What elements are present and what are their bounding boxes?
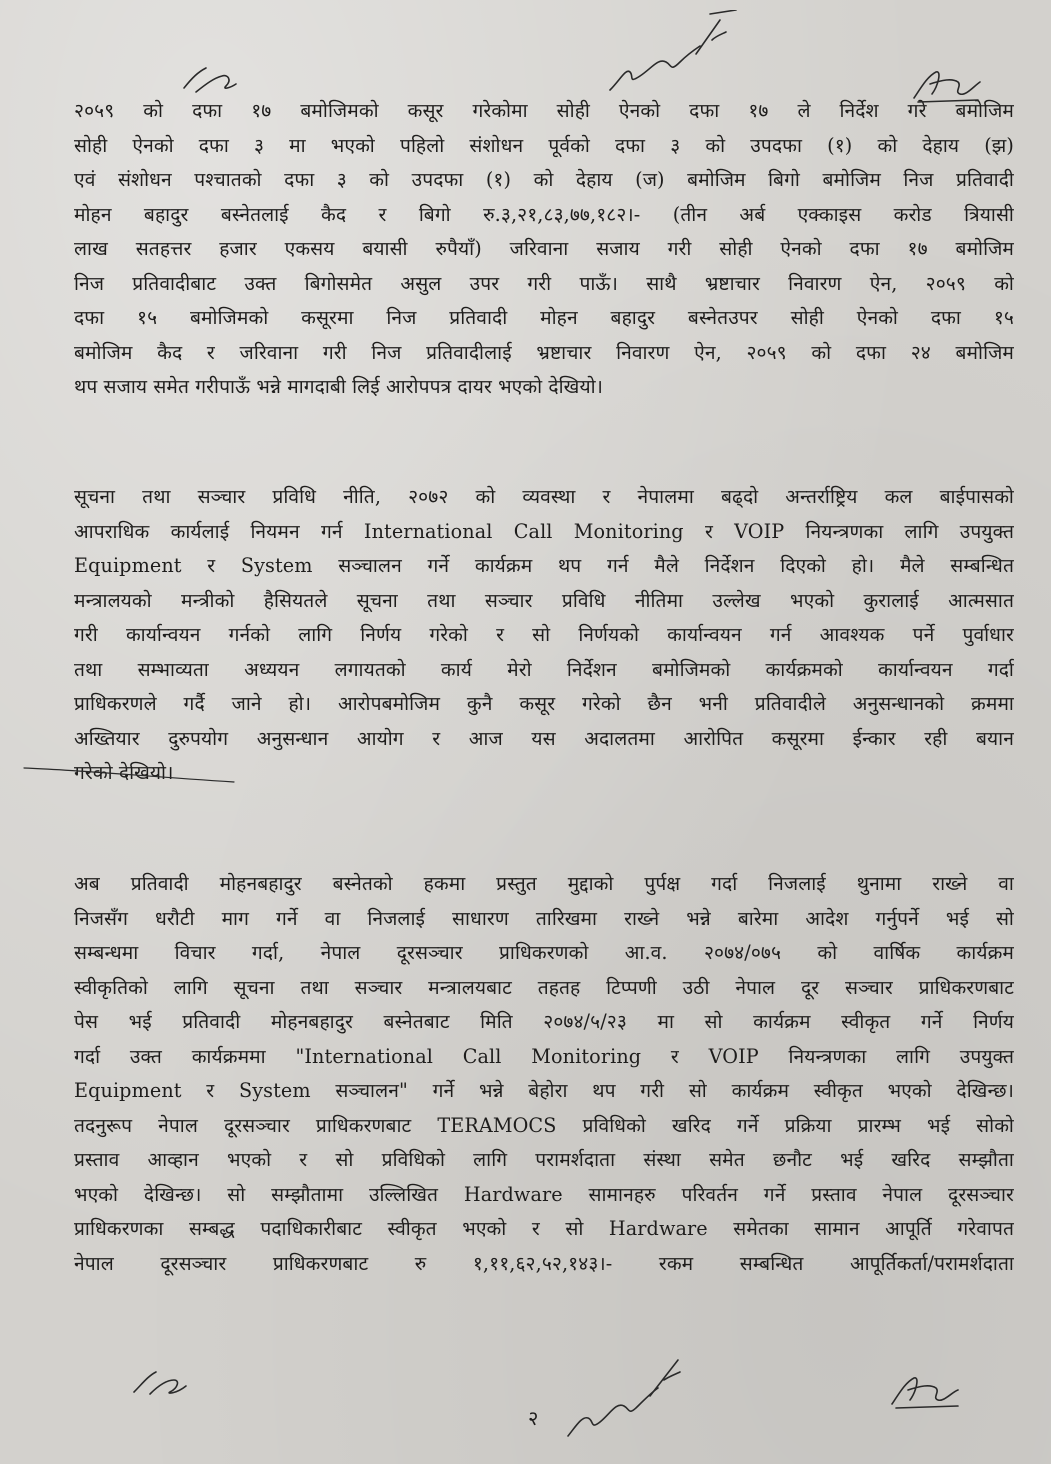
paragraph-line: अब प्रतिवादी मोहनबहादुर बस्नेतको हकमा प्रस्तुत मुद्दाको पुर्पक्ष गर्दा निजलाई थुनामा राख्ने वा — [74, 872, 1014, 895]
paragraph-line: आपराधिक कार्यलाई नियमन गर्न International Call Monitoring र VOIP नियन्त्रणका लागि उपयुक्त — [74, 519, 1014, 543]
paragraph-line: एवं संशोधन पश्चातको दफा ३ को उपदफा (१) को देहाय (ज) बमोजिम बिगो बमोजिम निज प्रतिवादी — [74, 168, 1014, 191]
signature-top-center — [600, 10, 740, 100]
paragraph-line: लाख सतहत्तर हजार एकसय बयासी रुपैयाँ) जरिवाना सजाय गरी सोही ऐनको दफा १७ बमोजिम — [74, 237, 1014, 260]
paragraph-line: स्वीकृतिको लागि सूचना तथा सञ्चार मन्त्रालयबाट तहतह टिप्पणी उठी नेपाल दूर सञ्चार प्राधिकरणबाट — [74, 975, 1014, 999]
paragraph-line: Equipment र System सञ्चालन गर्ने कार्यक्रम थप गर्न मैले निर्देशन दिएको हो। मैले सम्बन्धित — [74, 554, 1014, 577]
paragraph-line: पेस भई प्रतिवादी मोहनबहादुर बस्नेतबाट मिति २०७४/५/२३ मा सो कार्यक्रम स्वीकृत गर्ने निर्णय — [74, 1010, 1014, 1033]
paragraph-line: प्राधिकरणका सम्बद्ध पदाधिकारीबाट स्वीकृत भएको र सो Hardware समेतका सामान आपूर्ति गरेवापत — [74, 1217, 1014, 1240]
paragraph-line: सम्बन्धमा विचार गर्दा, नेपाल दूरसञ्चार प्राधिकरणको आ.व. २०७४/०७५ को वार्षिक कार्यक्रम — [74, 941, 1014, 964]
paragraph-line: थप सजाय समेत गरीपाऊँ भन्ने मागदाबी लिई आरोपपत्र दायर भएको देखियो। — [74, 375, 604, 398]
paragraph-1 — [74, 94, 1014, 405]
signature-initials-bottom-left — [124, 1358, 204, 1402]
signature-bottom-center — [560, 1346, 690, 1446]
paragraph-line: प्राधिकरणले गर्दै जाने हो। आरोपबमोजिम कुनै कसूर गरेको छैन भनी प्रतिवादीले अनुसन्धानको क्रममा — [74, 692, 1014, 715]
paragraph-line: अख्तियार दुरुपयोग अनुसन्धान आयोग र आज यस अदालतमा आरोपित कसूरमा ईन्कार रही बयान — [74, 726, 1014, 750]
paragraph-line: नेपाल दूरसञ्चार प्राधिकरणबाट रु १,११,६२,५२,१४३।- रकम सम्बन्धित आपूर्तिकर्ता/परामर्शदाता — [74, 1251, 1014, 1275]
paragraph-line: सोही ऐनको दफा ३ मा भएको पहिलो संशोधन पूर्वको दफा ३ को उपदफा (१) को देहाय (झ) — [74, 133, 1014, 157]
paragraph-line: सूचना तथा सञ्चार प्रविधि नीति, २०७२ को व्यवस्था र नेपालमा बढ्दो अन्तर्राष्ट्रिय कल बाईपासको — [74, 485, 1014, 508]
paragraph-2 — [74, 480, 1014, 791]
paragraph-line: निज प्रतिवादीबाट उक्त बिगोसमेत असुल उपर गरी पाऊँ। साथै भ्रष्टाचार निवारण ऐन, २०५९ को — [74, 271, 1014, 295]
paragraph-line: दफा १५ बमोजिमको कसूरमा निज प्रतिवादी मोहन बहादुर बस्नेतउपर सोही ऐनको दफा १५ — [74, 306, 1014, 329]
paragraph-line: मोहन बहादुर बस्नेतलाई कैद र बिगो रु.३,२१,८३,७७,१८२।- (तीन अर्ब एक्काइस करोड त्रियासी — [74, 202, 1014, 226]
paragraph-line: गरी कार्यान्वयन गर्नको लागि निर्णय गरेको र सो निर्णयको कार्यान्वयन गर्न आवश्यक पर्ने पुर्वाधार — [74, 623, 1014, 646]
paragraph-line: तदनुरूप नेपाल दूरसञ्चार प्राधिकरणबाट TERAMOCS प्रविधिको खरिद गर्ने प्रक्रिया प्रारम्भ भई सोको — [74, 1113, 1014, 1137]
paragraph-line: निजसँग धरौटी माग गर्ने वा निजलाई साधारण तारिखमा राख्ने भन्ने बारेमा आदेश गर्नुपर्ने भई सो — [74, 906, 1014, 930]
paragraph-line: Equipment र System सञ्चालन" गर्ने भन्ने बेहोरा थप गरी सो कार्यक्रम स्वीकृत भएको देखिन्छ। — [74, 1079, 1014, 1102]
paragraph-line: तथा सम्भाव्यता अध्ययन लगायतको कार्य मेरो निर्देशन बमोजिमको कार्यक्रमको कार्यान्वयन गर्दा — [74, 657, 1014, 681]
signature-initials-bottom-right — [884, 1368, 968, 1414]
paragraph-3 — [74, 867, 1014, 1281]
paragraph-line: २०५९ को दफा १७ बमोजिमको कसूर गरेकोमा सोही ऐनको दफा १७ ले निर्देश गरे बमोजिम — [74, 99, 1014, 122]
page-number: २ — [528, 1406, 539, 1430]
paragraph-line: भएको देखिन्छ। सो सम्झौतामा उल्लिखित Hardware सामानहरु परिवर्तन गर्ने प्रस्ताव नेपाल दूरसञ्चार — [74, 1182, 1014, 1206]
paragraph-line: प्रस्ताव आव्हान भएको र सो प्रविधिको लागि परामर्शदाता संस्था समेत छनौट भई खरिद सम्झौता — [74, 1148, 1014, 1171]
paragraph-line: गरेको देखियो। — [74, 761, 174, 784]
paragraph-line: गर्दा उक्त कार्यक्रममा "International Call Monitoring र VOIP नियन्त्रणका लागि उपयुक्त — [74, 1044, 1014, 1068]
paragraph-line: मन्त्रालयको मन्त्रीको हैसियतले सूचना तथा सञ्चार प्रविधि नीतिमा उल्लेख भएको कुरालाई आत्मसात — [74, 588, 1014, 612]
paragraph-line: बमोजिम कैद र जरिवाना गरी निज प्रतिवादीलाई भ्रष्टाचार निवारण ऐन, २०५९ को दफा २४ बमोजिम — [74, 340, 1014, 364]
